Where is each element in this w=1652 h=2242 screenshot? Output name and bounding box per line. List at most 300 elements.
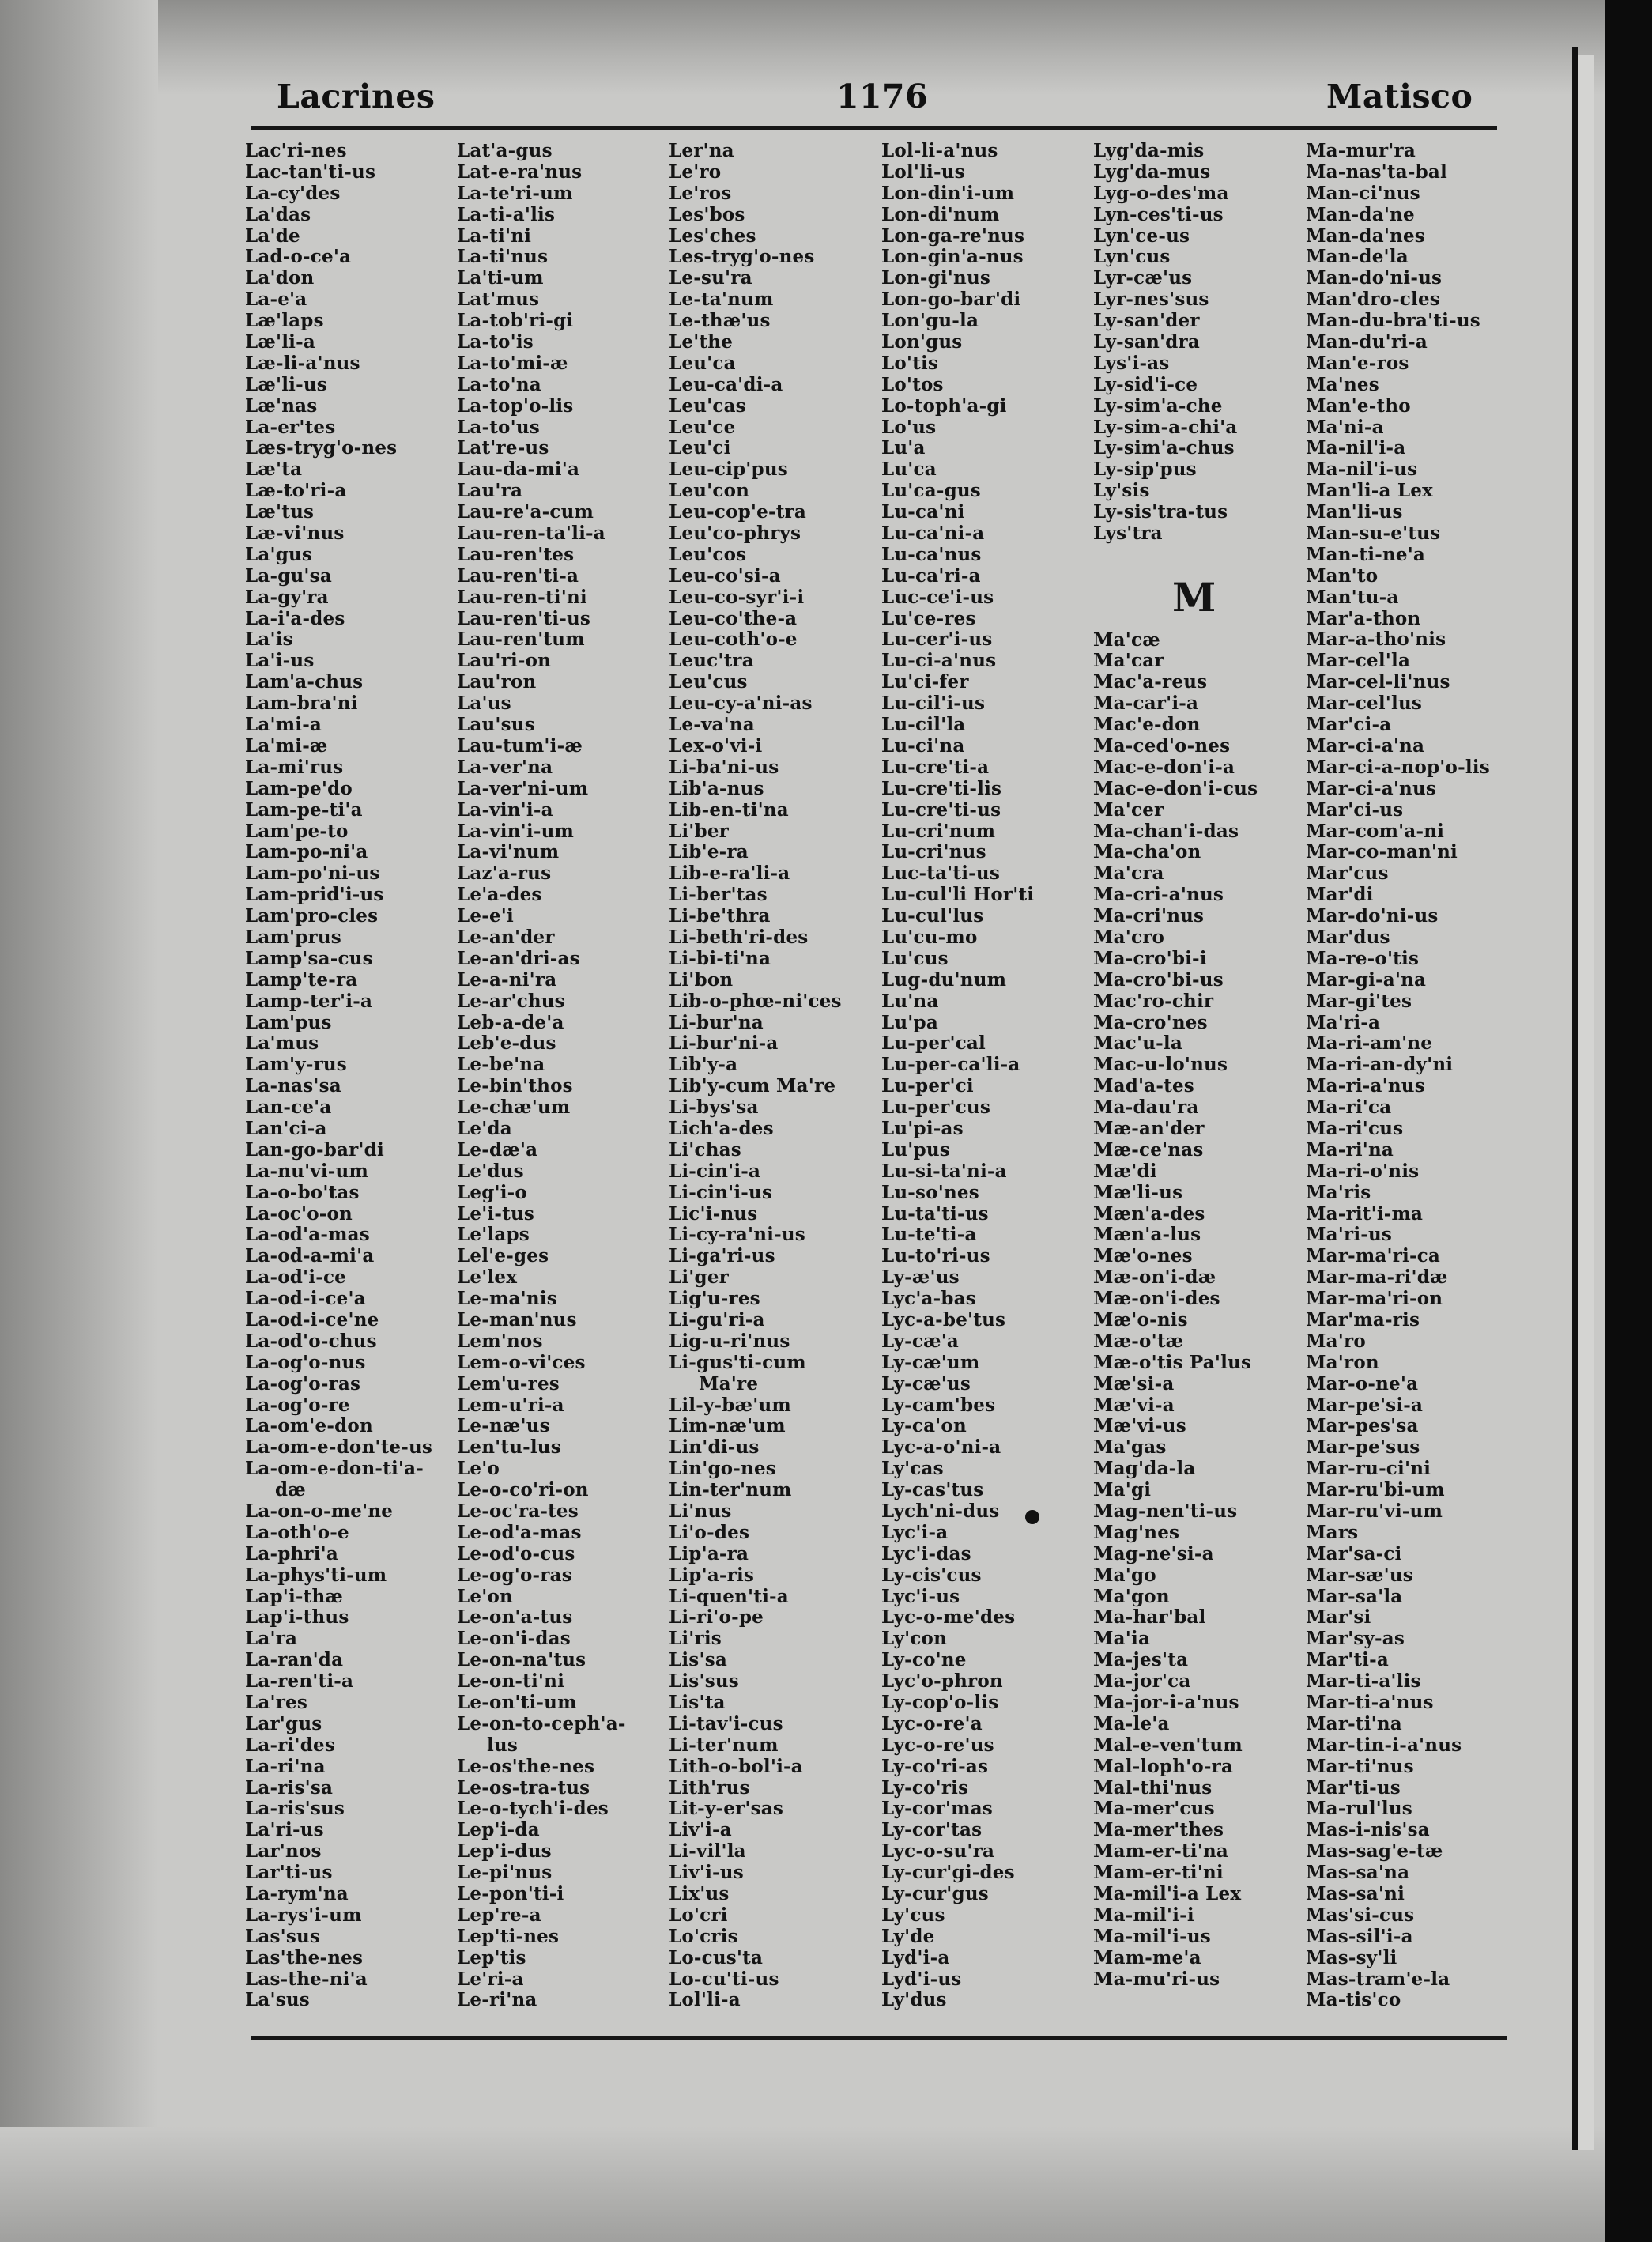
dictionary-entry: Le-on-na'tus: [457, 1649, 586, 1671]
dictionary-entry: Lu'ce-res: [881, 607, 976, 629]
dictionary-entry: Mas-sag'e-tæ: [1306, 1840, 1443, 1863]
dictionary-entry: La-mi'rus: [245, 756, 344, 778]
dictionary-entry: Lyc'i-das: [881, 1542, 971, 1564]
dictionary-entry: Lyc-o-su'ra: [881, 1840, 995, 1863]
entry-column-3: [669, 141, 874, 2011]
entry-column-5: [1093, 141, 1299, 1991]
dictionary-entry: Le-od'o-cus: [457, 1542, 575, 1564]
dictionary-entry: Ma'ni-a: [1306, 416, 1384, 438]
dictionary-entry: Ma'gas: [1093, 1436, 1167, 1459]
dictionary-entry: Ma-dau'ra: [1093, 1096, 1199, 1119]
dictionary-entry: Lib'y-cum Ma're: [669, 1075, 836, 1097]
dictionary-entry: Ma-ri'cus: [1306, 1117, 1404, 1139]
dictionary-entry: Læ-li-a'nus: [245, 352, 360, 374]
dictionary-entry: Lu'a: [881, 437, 926, 459]
dictionary-entry: Ma-re-o'tis: [1306, 947, 1420, 969]
dictionary-entry: Ma-mu'ri-us: [1093, 1968, 1220, 1990]
dictionary-entry: Man'e-tho: [1306, 394, 1411, 417]
dictionary-entry: Mac-e-don'i-cus: [1093, 777, 1258, 799]
dictionary-entry: La-gy'ra: [245, 586, 329, 608]
dictionary-entry: Mad'a-tes: [1093, 1075, 1194, 1097]
dictionary-entry: Lu-cul'li Hor'ti: [881, 884, 1035, 906]
dictionary-entry: Læ'laps: [245, 310, 324, 332]
dictionary-entry: Ma-cri'nus: [1093, 905, 1205, 927]
dictionary-entry: Lau'sus: [457, 714, 535, 736]
dictionary-entry: Man'to: [1306, 564, 1379, 587]
dictionary-entry: Lip'a-ra: [669, 1542, 749, 1564]
dictionary-entry: Leu'ci: [669, 437, 731, 459]
dictionary-entry: Læ'li-us: [245, 373, 327, 395]
dictionary-entry: Leb'e-dus: [457, 1032, 556, 1055]
dictionary-entry: Ma'nes: [1306, 373, 1379, 395]
dictionary-entry: Lu-cul'lus: [881, 905, 984, 927]
dictionary-entry: La-to'na: [457, 373, 541, 395]
dictionary-entry: La-od-i-ce'ne: [245, 1308, 379, 1330]
dictionary-entry: Ly-cur'gi-des: [881, 1862, 1015, 1884]
dictionary-entry: Le'ros: [669, 182, 732, 204]
dictionary-entry: Lib'a-nus: [669, 777, 764, 799]
dictionary-entry: Ma-ri-am'ne: [1306, 1032, 1433, 1055]
dictionary-entry: Lat-e-ra'nus: [457, 160, 583, 183]
dictionary-entry: Lon-gi'nus: [881, 267, 991, 289]
dictionary-entry: Mar-ti'nus: [1306, 1755, 1414, 1777]
dictionary-entry: Lau-re'a-cum: [457, 501, 594, 523]
dictionary-entry: Lel'e-ges: [457, 1245, 549, 1267]
dictionary-entry: Li-gus'ti-cum: [669, 1351, 806, 1373]
dictionary-entry: Lyg'da-mus: [1093, 160, 1211, 183]
dictionary-entry: Lon-go-bar'di: [881, 289, 1021, 311]
dictionary-entry: La-phri'a: [245, 1542, 339, 1564]
dictionary-entry: La'don: [245, 267, 315, 289]
dictionary-entry: Leu-cop'e-tra: [669, 501, 806, 523]
dictionary-entry: Ma'ri-a: [1306, 1011, 1381, 1033]
dictionary-entry: Ma'ia: [1093, 1628, 1151, 1650]
dictionary-entry: Le'the: [669, 331, 734, 353]
dictionary-entry: Lem-u'ri-a: [457, 1394, 564, 1416]
dictionary-entry: Lyr-cæ'us: [1093, 267, 1193, 289]
dictionary-entry: Læ-to'ri-a: [245, 480, 347, 502]
dictionary-entry: La-og'o-re: [245, 1394, 350, 1416]
dictionary-entry: Lyn'ce-us: [1093, 225, 1190, 247]
dictionary-entry: Mam-me'a: [1093, 1946, 1201, 1968]
dictionary-entry: Lu-ca'ni-a: [881, 523, 985, 545]
dictionary-entry: Lis'ta: [669, 1692, 726, 1714]
dictionary-entry: Ma-mil'i-a Lex: [1093, 1883, 1242, 1905]
dictionary-entry: Mas-sy'li: [1306, 1946, 1397, 1968]
dictionary-entry: Lo'us: [881, 416, 937, 438]
dictionary-entry: Lu-per'ci: [881, 1075, 974, 1097]
dictionary-entry: Ma'ri-us: [1306, 1224, 1393, 1246]
dictionary-entry: Mæ'vi-a: [1093, 1394, 1175, 1416]
page-bottom-edge: [0, 2127, 1652, 2242]
dictionary-entry: Mar-ti'na: [1306, 1712, 1402, 1734]
entry-column-1: [245, 141, 451, 2011]
dictionary-entry: Lis'sa: [669, 1649, 727, 1671]
dictionary-entry: Leu-coth'o-e: [669, 628, 798, 651]
dictionary-entry: Ma-nas'ta-bal: [1306, 160, 1447, 183]
dictionary-entry: Lam'a-chus: [245, 671, 364, 693]
dictionary-entry: Mas-sa'ni: [1306, 1883, 1405, 1905]
dictionary-entry: Mar'di: [1306, 884, 1374, 906]
dictionary-entry: Mac-e-don'i-a: [1093, 756, 1235, 778]
dictionary-entry: La'res: [245, 1692, 308, 1714]
dictionary-entry: Mas-sa'na: [1306, 1862, 1410, 1884]
dictionary-entry: Li'ber: [669, 820, 729, 842]
dictionary-entry: Lau-ren-ta'li-a: [457, 523, 605, 545]
dictionary-entry: La-o-bo'tas: [245, 1181, 360, 1203]
entry-column-4: [881, 141, 1087, 2011]
dictionary-entry: Le-od'a-mas: [457, 1521, 582, 1543]
dictionary-entry: Mar'sy-as: [1306, 1628, 1405, 1650]
dictionary-entry: Mag-nen'ti-us: [1093, 1500, 1238, 1523]
dictionary-entry: La-ti'ni: [457, 225, 532, 247]
dictionary-entry: Ma-mer'thes: [1093, 1819, 1224, 1841]
dictionary-entry: Li-ba'ni-us: [669, 756, 779, 778]
dictionary-entry: Ma-jor'ca: [1093, 1670, 1191, 1693]
dictionary-entry: Mæ'li-us: [1093, 1181, 1183, 1203]
dictionary-entry: La-od'i-ce: [245, 1266, 347, 1289]
dictionary-entry: Ma-har'bal: [1093, 1606, 1206, 1629]
dictionary-entry: Le-thæ'us: [669, 310, 771, 332]
dictionary-entry: Ly'de: [881, 1925, 935, 1947]
dictionary-entry: Lyc-o-re'us: [881, 1734, 994, 1756]
dictionary-entry: Lex-o'vi-i: [669, 734, 763, 757]
dictionary-entry: Lem'u-res: [457, 1372, 560, 1395]
dictionary-entry: Ma-rul'lus: [1306, 1798, 1412, 1820]
dictionary-entry: Lo-cus'ta: [669, 1946, 764, 1968]
dictionary-entry: Lat're-us: [457, 437, 549, 459]
dictionary-entry: Ler'na: [669, 140, 734, 161]
dictionary-entry: Li-ter'num: [669, 1734, 779, 1756]
dictionary-entry: Mar'sa-ci: [1306, 1542, 1402, 1564]
dictionary-entry: Ma-cha'on: [1093, 841, 1201, 863]
dictionary-entry: Ma-cro'bi-i: [1093, 947, 1207, 969]
dictionary-entry: Mar'ci-a: [1306, 714, 1392, 736]
dictionary-entry: Mar-ma'ri-ca: [1306, 1245, 1441, 1267]
dictionary-entry: Li-bi-ti'na: [669, 947, 771, 969]
dictionary-entry: Mæ-o'tis Pa'lus: [1093, 1351, 1252, 1373]
dictionary-entry: Ly-æ'us: [881, 1266, 960, 1289]
dictionary-entry: Lau'ron: [457, 671, 537, 693]
dictionary-entry: Le'o: [457, 1458, 500, 1480]
dictionary-entry: La-rys'i-um: [245, 1904, 362, 1926]
dictionary-entry: Ly'dus: [881, 1989, 947, 2011]
dictionary-entry: Le-bin'thos: [457, 1075, 573, 1097]
dictionary-entry: Lep'i-da: [457, 1819, 540, 1841]
dictionary-entry: Man'e-ros: [1306, 352, 1409, 374]
dictionary-entry: Lau-ren'tes: [457, 543, 575, 565]
dictionary-entry: Læ'nas: [245, 394, 318, 417]
dictionary-entry: Lyc'a-bas: [881, 1288, 976, 1310]
dictionary-entry: Mæ-o'tæ: [1093, 1330, 1184, 1352]
dictionary-entry: Lyn'cus: [1093, 246, 1171, 268]
footer-rule: [251, 2036, 1507, 2040]
dictionary-entry: Ma-ri-o'nis: [1306, 1160, 1420, 1182]
dictionary-entry: Leg'i-o: [457, 1181, 527, 1203]
dictionary-entry: La-i'a-des: [245, 607, 345, 629]
dictionary-entry: Le-og'o-ras: [457, 1564, 572, 1586]
dictionary-entry: Lim-næ'um: [669, 1415, 786, 1437]
dictionary-entry: Mar-pes'sa: [1306, 1415, 1419, 1437]
dictionary-entry: Lib'y-a: [669, 1054, 738, 1076]
section-letter-heading: M: [1172, 573, 1216, 621]
dictionary-entry: Lau-ren'ti-a: [457, 564, 579, 587]
dictionary-entry: Lys'tra: [1093, 523, 1163, 545]
dictionary-entry: Liv'i-us: [669, 1862, 744, 1884]
dictionary-entry: Lac-tan'ti-us: [245, 160, 376, 183]
dictionary-entry: Lau-ren'ti-us: [457, 607, 591, 629]
dictionary-entry: La-e'a: [245, 289, 307, 311]
dictionary-entry: Mæ'o-nis: [1093, 1309, 1188, 1330]
dictionary-entry: Mam-er-ti'ni: [1093, 1862, 1224, 1884]
dictionary-entry: Lix'us: [669, 1883, 730, 1905]
dictionary-entry: Ma're: [699, 1372, 759, 1395]
dictionary-entry: Le-an'der: [457, 926, 555, 948]
dictionary-entry: Mar-ru'bi-um: [1306, 1479, 1445, 1501]
dictionary-entry: Mas-tram'e-la: [1306, 1968, 1450, 1990]
dictionary-entry: Leu'ca: [669, 352, 736, 374]
dictionary-entry: Le'a-des: [457, 884, 542, 906]
dictionary-entry: Ma-mur'ra: [1306, 140, 1416, 161]
dictionary-entry: Lyc'i-a: [881, 1521, 949, 1543]
dictionary-entry: Man'dro-cles: [1306, 289, 1440, 311]
dictionary-entry: Lol'li-us: [881, 160, 965, 183]
dictionary-entry: La-gu'sa: [245, 564, 332, 587]
dictionary-entry: Ly-sim'a-che: [1093, 394, 1223, 417]
dictionary-entry: Lamp-ter'i-a: [245, 990, 373, 1012]
dictionary-entry: Lem-o-vi'ces: [457, 1351, 586, 1373]
dictionary-entry: Ly-sim'a-chus: [1093, 437, 1235, 459]
dictionary-entry: Li-quen'ti-a: [669, 1585, 789, 1607]
dictionary-entry: Man-du-bra'ti-us: [1306, 310, 1480, 332]
dictionary-entry: Mar-cel'la: [1306, 650, 1411, 672]
dictionary-entry: Lo'tis: [881, 352, 939, 374]
dictionary-entry: Li'chas: [669, 1138, 741, 1161]
dictionary-entry: Li-cin'i-us: [669, 1181, 773, 1203]
dictionary-entry: Lam-po-ni'a: [245, 841, 368, 863]
dictionary-entry: Ly-sid'i-ce: [1093, 373, 1198, 395]
dictionary-entry: Le-an'dri-as: [457, 947, 580, 969]
dictionary-entry: Man-de'la: [1306, 246, 1409, 268]
dictionary-entry: Man'li-us: [1306, 501, 1403, 523]
dictionary-entry: Lu-cri'nus: [881, 841, 986, 863]
dictionary-entry: Le-on'i-das: [457, 1628, 571, 1650]
dictionary-entry: Ly-cor'mas: [881, 1798, 993, 1820]
dictionary-entry: Ma-ced'o-nes: [1093, 734, 1231, 757]
dictionary-entry: Ma'go: [1093, 1564, 1156, 1586]
dictionary-entry: Leu-co'the-a: [669, 607, 798, 629]
dictionary-entry: Lu-cri'num: [881, 820, 996, 842]
dictionary-entry: Lyn-ces'ti-us: [1093, 203, 1224, 225]
dictionary-entry: Mar-ci-a'na: [1306, 734, 1425, 757]
dictionary-entry: Lep'i-dus: [457, 1840, 552, 1863]
dictionary-entry: Man-du'ri-a: [1306, 331, 1428, 353]
dictionary-entry: Ma-ri'ca: [1306, 1096, 1392, 1119]
dictionary-entry: Mar-ma'ri-on: [1306, 1288, 1443, 1310]
dictionary-entry: Ma-cro'nes: [1093, 1011, 1208, 1033]
dictionary-entry: Mac'u-la: [1093, 1032, 1182, 1055]
next-page-strip: [1578, 55, 1594, 2150]
dictionary-entry: La-og'o-ras: [245, 1372, 361, 1395]
dictionary-entry: Mar-sa'la: [1306, 1585, 1403, 1607]
dictionary-entry: Lu'ca: [881, 459, 937, 481]
dictionary-entry: Mar-cel-li'nus: [1306, 671, 1450, 693]
dictionary-entry: Lu'ci-fer: [881, 671, 969, 693]
dictionary-entry: Lan'ci-a: [245, 1117, 327, 1139]
dictionary-entry: Man'tu-a: [1306, 586, 1399, 608]
dictionary-entry: Mar-gi-a'na: [1306, 968, 1427, 991]
dictionary-entry: Ly-cam'bes: [881, 1394, 996, 1416]
dictionary-entry: Leu-ca'di-a: [669, 373, 783, 395]
dictionary-entry: Le-ta'num: [669, 289, 774, 311]
dictionary-entry: Lol-li-a'nus: [881, 140, 998, 161]
dictionary-entry: Ly-cas'tus: [881, 1479, 984, 1501]
dictionary-entry: Lyc'o-phron: [881, 1670, 1003, 1693]
dictionary-entry: La-ris'sa: [245, 1776, 334, 1799]
dictionary-entry: Le'dus: [457, 1160, 524, 1182]
dictionary-entry: La-od'o-chus: [245, 1330, 377, 1352]
dictionary-entry: Mar-ru'vi-um: [1306, 1500, 1443, 1522]
dictionary-entry: Mar'dus: [1306, 926, 1390, 948]
dictionary-entry: Lig'u-res: [669, 1288, 760, 1310]
dictionary-entry: La-to'mi-æ: [457, 352, 568, 374]
dictionary-entry: Lu-ca'ri-a: [881, 564, 981, 587]
dictionary-entry: Le'laps: [457, 1224, 530, 1246]
dictionary-entry: Ma-jor-i-a'nus: [1093, 1692, 1239, 1714]
dictionary-entry: Læ'tus: [245, 501, 315, 523]
dictionary-entry: Le-be'na: [457, 1054, 545, 1076]
dictionary-entry: Ma-ri'na: [1306, 1138, 1394, 1161]
dictionary-entry: Lyc-o-me'des: [881, 1606, 1016, 1629]
dictionary-entry: Le-on'ti-um: [457, 1692, 577, 1714]
dictionary-entry: Man-do'ni-us: [1306, 267, 1443, 289]
dictionary-entry: Mal-e-ven'tum: [1093, 1734, 1243, 1756]
dictionary-entry: Mar'ti-a: [1306, 1649, 1389, 1671]
dictionary-entry: La'gus: [245, 543, 313, 565]
dictionary-entry: Ly-ca'on: [881, 1415, 967, 1437]
dictionary-entry: Lu'pus: [881, 1138, 950, 1161]
dictionary-entry: La-ran'da: [245, 1649, 344, 1671]
dictionary-entry: Lam'pe-to: [245, 820, 349, 842]
dictionary-entry: Lam-bra'ni: [245, 693, 358, 715]
dictionary-entry: Le'lex: [457, 1266, 518, 1289]
dictionary-entry: Lam'prus: [245, 926, 341, 948]
dictionary-entry: Lu-ca'nus: [881, 543, 982, 565]
dictionary-entry: Lu-ca'ni: [881, 501, 965, 523]
dictionary-entry: Le-on-to-ceph'a-: [457, 1712, 626, 1734]
dictionary-entry: Mar-ma-ri'dæ: [1306, 1266, 1448, 1289]
dictionary-entry: Læs-tryg'o-nes: [245, 437, 398, 459]
dictionary-entry: La-og'o-nus: [245, 1351, 366, 1373]
dictionary-entry: La'ra: [245, 1628, 298, 1650]
dictionary-entry: Lu'cus: [881, 947, 949, 969]
dictionary-entry: Lar'nos: [245, 1840, 322, 1863]
dictionary-entry: La'ti-um: [457, 267, 544, 289]
dictionary-entry: Mar-ci-a-nop'o-lis: [1306, 756, 1490, 778]
dictionary-entry: Lon'gus: [881, 331, 963, 353]
dictionary-entry: La-ti-a'lis: [457, 203, 556, 225]
dictionary-entry: Li-vil'la: [669, 1840, 746, 1863]
dictionary-entry: La-od-a-mi'a: [245, 1245, 375, 1267]
dictionary-entry: La-ri'na: [245, 1755, 326, 1777]
dictionary-entry: lus: [487, 1734, 519, 1756]
dictionary-entry: Ma-ri-an-dy'ni: [1306, 1054, 1454, 1076]
dictionary-entry: Lat'mus: [457, 289, 540, 311]
dictionary-entry: Le-ri'na: [457, 1989, 537, 2011]
dictionary-entry: Li'ris: [669, 1628, 722, 1650]
dictionary-entry: Mac-u-lo'nus: [1093, 1054, 1228, 1076]
header-rule: [251, 126, 1497, 130]
dictionary-entry: Lil-y-bæ'um: [669, 1394, 791, 1416]
dictionary-entry: La-cy'des: [245, 182, 341, 204]
dictionary-entry: Mar-gi'tes: [1306, 990, 1412, 1012]
dictionary-entry: La-top'o-lis: [457, 394, 574, 417]
dictionary-entry: Mar'a-thon: [1306, 607, 1421, 629]
dictionary-entry: Lu-cre'ti-a: [881, 756, 990, 778]
dictionary-entry: Le'ro: [669, 160, 722, 183]
dictionary-entry: Man-da'ne: [1306, 203, 1415, 225]
dictionary-entry: Le-va'na: [669, 714, 755, 736]
dictionary-entry: Lu-ta'ti-us: [881, 1202, 989, 1225]
dictionary-entry: Li-ber'tas: [669, 884, 768, 906]
dictionary-entry: dæ: [275, 1479, 306, 1501]
dictionary-entry: Le-ma'nis: [457, 1288, 557, 1310]
dictionary-entry: Li-ri'o-pe: [669, 1606, 764, 1629]
dictionary-entry: Mæ'si-a: [1093, 1372, 1175, 1395]
dictionary-entry: Ma-tis'co: [1306, 1989, 1401, 2011]
dictionary-entry: Mar'si: [1306, 1606, 1371, 1629]
dictionary-entry: Mar-ru-ci'ni: [1306, 1458, 1431, 1480]
dictionary-entry: Lyc'i-us: [881, 1585, 960, 1607]
dictionary-entry: La-vin'i-a: [457, 798, 553, 821]
dictionary-entry: Le-o-co'ri-on: [457, 1479, 589, 1501]
dictionary-entry: Le'da: [457, 1117, 512, 1139]
dictionary-entry: Ly-cor'tas: [881, 1819, 983, 1841]
dictionary-entry: Mar-cel'lus: [1306, 693, 1423, 715]
dictionary-entry: Lu-cer'i-us: [881, 628, 993, 651]
dictionary-entry: Lu-cil'i-us: [881, 693, 986, 715]
dictionary-entry: Lu-te'ti-a: [881, 1224, 977, 1246]
dictionary-entry: Le-pon'ti-i: [457, 1883, 564, 1905]
dictionary-entry: Lam-pe-ti'a: [245, 798, 363, 821]
dictionary-entry: Le-pi'nus: [457, 1862, 553, 1884]
dictionary-entry: Lip'a-ris: [669, 1564, 755, 1586]
dictionary-entry: Le-ar'chus: [457, 990, 565, 1012]
dictionary-entry: Mæn'a-lus: [1093, 1224, 1201, 1246]
dictionary-entry: La-tob'ri-gi: [457, 310, 574, 332]
dictionary-entry: Lys'i-as: [1093, 352, 1170, 374]
dictionary-entry: La-ren'ti-a: [245, 1670, 354, 1693]
dictionary-entry: Leuc'tra: [669, 650, 754, 672]
dictionary-entry: Lig-u-ri'nus: [669, 1330, 790, 1352]
dictionary-entry: Mar'ci-us: [1306, 798, 1404, 821]
dictionary-entry: Leu'ce: [669, 416, 736, 438]
dictionary-entry: Lib'e-ra: [669, 841, 749, 863]
dictionary-entry: Man-ci'nus: [1306, 182, 1420, 204]
dictionary-entry: La'ri-us: [245, 1819, 324, 1841]
dictionary-entry: Leu'con: [669, 480, 750, 502]
dictionary-entry: Mar-ti-a'nus: [1306, 1692, 1434, 1714]
dictionary-entry: Mæ'vi-us: [1093, 1415, 1186, 1437]
dictionary-entry: Ma-cro'bi-us: [1093, 968, 1224, 991]
dictionary-entry: La-on-o-me'ne: [245, 1500, 394, 1522]
dictionary-entry: La'das: [245, 203, 311, 225]
dictionary-entry: La-om-e-don-ti'a-: [245, 1458, 424, 1480]
dictionary-entry: Len'tu-lus: [457, 1436, 561, 1459]
ink-blot: [1025, 1510, 1039, 1524]
dictionary-entry: Le-oc'ra-tes: [457, 1500, 579, 1522]
dictionary-entry: La-oc'o-on: [245, 1202, 353, 1225]
